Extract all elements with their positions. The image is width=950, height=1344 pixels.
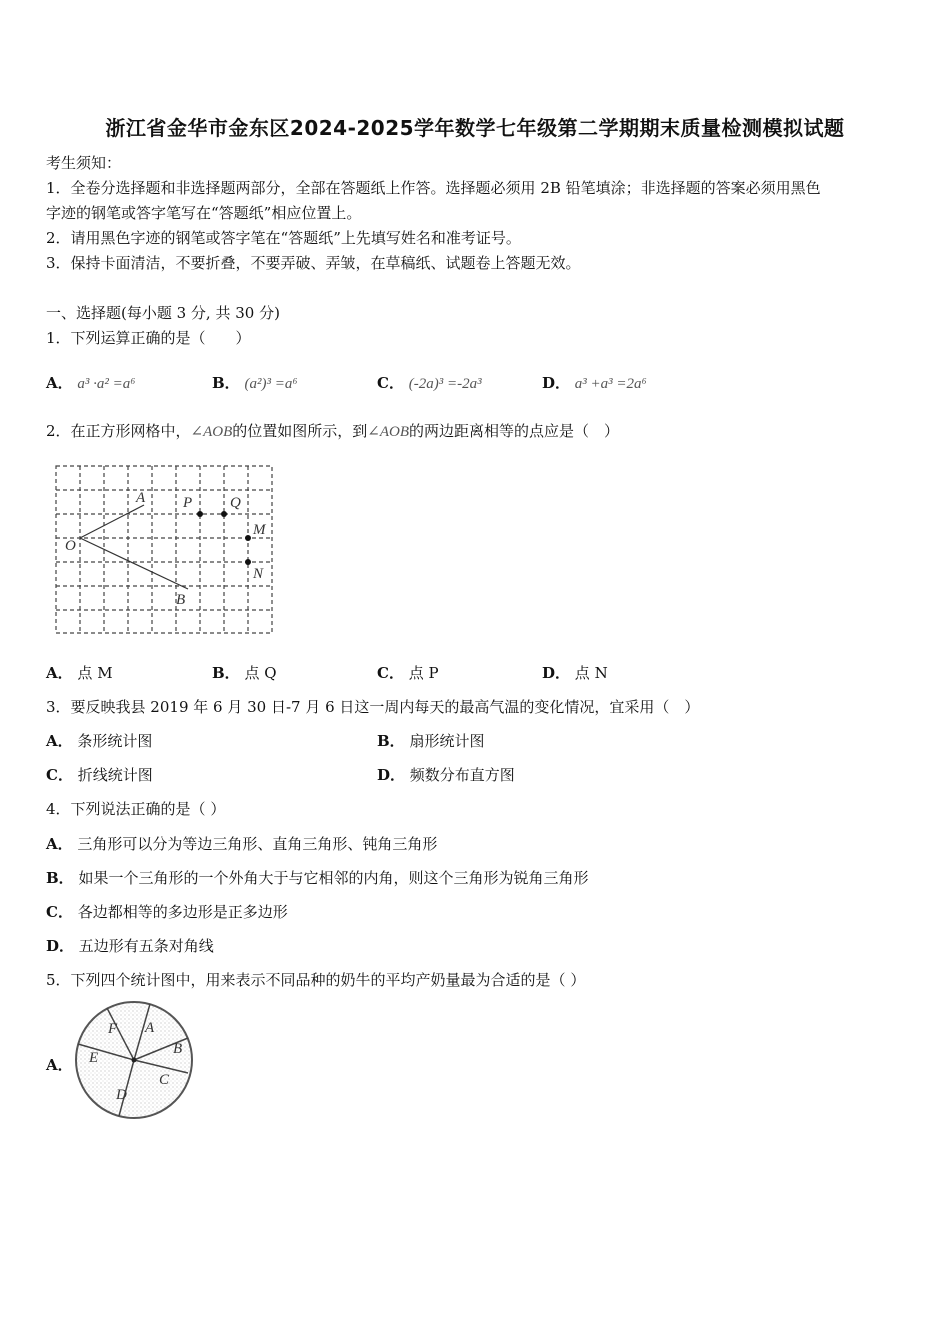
notice-heading: 考生须知： [46,154,122,172]
q1-c-expression: (-2a)³ =-2a³ [408,376,482,392]
q5-option-a[interactable] [46,1054,73,1075]
q2-angle-1: ∠AOB [190,424,233,440]
q2-option-b[interactable] [212,662,277,683]
ray-oa [80,505,144,538]
q3-a-text: 条形统计图 [77,732,153,750]
q2-stem [46,420,619,441]
q4-b-label: B． [46,869,74,887]
q2-d-text: 点 N [574,664,608,682]
page-title: 浙江省金华市金东区2024-2025学年数学七年级第二学期期末质量检测模拟试题 [105,116,845,140]
section-heading: 一、选择题(每小题 3 分, 共 30 分) [46,304,280,322]
pie-label-a: A [145,1020,155,1036]
q1-a-expression: a³ ·a² =a⁶ [77,376,136,392]
q4-a-label: A． [46,835,73,853]
q1-c-label: C． [377,374,404,392]
q3-a-label: A． [46,732,73,750]
pie-label-d: D [116,1087,127,1103]
label-q: Q [230,495,241,511]
point-n [245,559,251,565]
q2-option-c[interactable] [377,662,439,683]
q1-option-c[interactable] [377,372,482,393]
q2-stem-pre: 2．在正方形网格中， [46,422,191,440]
q2-b-text: 点 Q [244,664,277,682]
q4-option-d[interactable] [46,935,214,956]
label-o: O [65,538,76,554]
q3-b-label: B． [377,732,405,750]
notice-line-1b: 字迹的钢笔或答字笔写在“答题纸”相应位置上。 [46,204,362,222]
label-n: N [253,566,264,582]
q4-option-c[interactable] [46,901,288,922]
q3-b-text: 扇形统计图 [409,732,485,750]
notice-line-2: 2．请用黑色字迹的钢笔或答字笔在“答题纸”上先填写姓名和准考证号。 [46,229,521,247]
q3-stem: 3．要反映我县 2019 年 6 月 30 日-7 月 6 日这一周内每天的最高气温的变化情况，宜采用（ ） [46,698,700,716]
q4-b-text: 如果一个三角形的一个外角大于与它相邻的内角，则这个三角形为锐角三角形 [78,869,589,887]
q5-stem: 5．下列四个统计图中，用来表示不同品种的奶牛的平均产奶量最为合适的是（ ） [46,971,586,989]
label-a: A [136,490,146,506]
pie-label-e: E [89,1050,99,1066]
q2-c-label: C． [377,664,404,682]
q2-stem-mid: 的位置如图所示，到 [232,422,368,440]
q1-b-label: B． [212,374,240,392]
q3-c-text: 折线统计图 [77,766,153,784]
label-b: B [176,592,186,608]
q2-grid-figure [50,460,280,640]
pie-center [132,1058,137,1063]
q1-option-b[interactable] [212,372,298,393]
q2-a-text: 点 M [77,664,113,682]
q5-a-label: A． [46,1056,73,1074]
q4-c-text: 各边都相等的多边形是正多边形 [77,903,288,921]
q1-d-label: D． [542,374,571,392]
q2-angle-2: ∠AOB [367,424,410,440]
q4-a-text: 三角形可以分为等边三角形、直角三角形、钝角三角形 [77,835,438,853]
q2-option-a[interactable] [46,662,113,683]
label-p: P [183,495,193,511]
q3-c-label: C． [46,766,73,784]
q3-option-c[interactable] [46,764,153,785]
q4-d-text: 五边形有五条对角线 [78,937,214,955]
q3-option-b[interactable] [377,730,484,751]
q3-option-d[interactable] [377,764,515,785]
q4-c-label: C． [46,903,73,921]
q4-option-a[interactable] [46,833,437,854]
grid-lines [56,466,272,633]
q4-d-label: D． [46,937,75,955]
q2-stem-post: 的两边距离相等的点应是（ ） [409,422,620,440]
q2-d-label: D． [542,664,571,682]
notice-line-3: 3．保持卡面清洁，不要折叠，不要弄破、弄皱，在草稿纸、试题卷上答题无效。 [46,254,581,272]
q4-option-b[interactable] [46,867,588,888]
q1-option-d[interactable] [542,372,647,393]
q1-a-label: A． [46,374,73,392]
point-m [245,535,251,541]
ray-ob [80,538,188,589]
q1-d-expression: a³ +a³ =2a⁶ [574,376,647,392]
q1-stem: 1．下列运算正确的是（ ） [46,329,251,347]
q1-b-expression: (a²)³ =a⁶ [244,376,298,392]
pie-label-f: F [108,1021,118,1037]
q2-option-d[interactable] [542,662,608,683]
q5-pie-chart [72,998,196,1122]
q4-stem: 4．下列说法正确的是（ ） [46,800,226,818]
point-p [197,511,203,517]
notice-line-1a: 1．全卷分选择题和非选择题两部分，全部在答题纸上作答。选择题必须用 2B 铅笔填涂；非选择题的答案必须用黑色 [46,179,821,197]
q2-b-label: B． [212,664,240,682]
q2-a-label: A． [46,664,73,682]
q3-option-a[interactable] [46,730,152,751]
q2-c-text: 点 P [408,664,439,682]
q3-d-text: 频数分布直方图 [409,766,515,784]
q1-option-a[interactable] [46,372,136,393]
point-q [221,511,227,517]
pie-label-b: B [173,1041,183,1057]
pie-label-c: C [159,1072,170,1088]
q3-d-label: D． [377,766,406,784]
label-m: M [253,522,266,538]
